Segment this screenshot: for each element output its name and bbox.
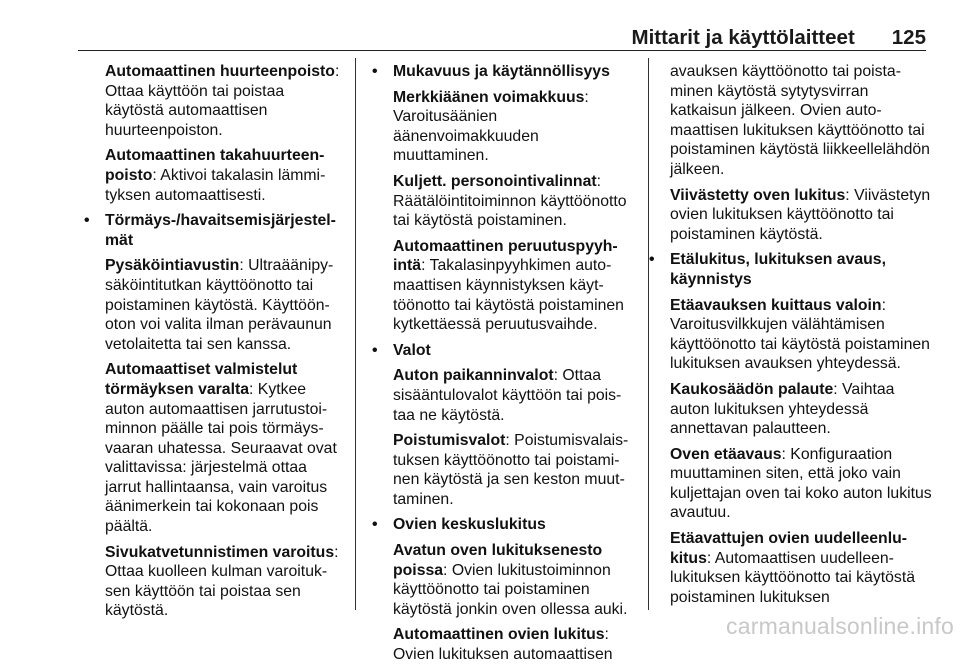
- setting-auto-rear-defog: [84, 146, 346, 205]
- section-comfort: [372, 62, 634, 82]
- setting-exit-lighting: [372, 431, 634, 509]
- section-central-locking: [372, 515, 634, 535]
- setting-auto-defog: [84, 62, 346, 140]
- setting-term: Auton paikanninvalot: [393, 367, 554, 385]
- setting-delayed-door-lock: [670, 186, 932, 245]
- setting-description: avauksen käyttöönotto tai poistaminen käytöstä sytytysvirran katkaisun jälkeen. Ovien automaattisen lukituksen käyttöönotto tai poistaminen käytöstä liikkeellelähdön jälkeen.: [670, 63, 930, 178]
- setting-description: : Automaattisen uudelleenlukituksen käyttöönotto tai käytöstä poistaminen lukituksen: [670, 549, 915, 606]
- setting-description: : Aktivoi takalasin lämmityksen automaattisesti.: [105, 166, 326, 204]
- column-3: [649, 62, 932, 613]
- setting-description: : Viivästetyn ovien lukituksen käyttöönotto tai poistaminen käytöstä.: [670, 186, 931, 243]
- setting-description: : Ottaa kuolleen kulman varoituksen käyttöön tai poistaa sen käytöstä.: [105, 543, 339, 620]
- bullet-icon: •: [372, 341, 378, 359]
- section-title: Törmäys-/havaitsemisjärjestelmät: [105, 212, 336, 249]
- bullet-icon: •: [372, 516, 378, 534]
- setting-reverse-wipe: [372, 237, 634, 335]
- bullet-icon: •: [649, 251, 655, 269]
- section-lights: [372, 341, 634, 361]
- setting-term: Automaattinen takahuurteenpoisto: [105, 147, 325, 184]
- setting-term: Kuljett. personointivalinnat: [393, 172, 597, 190]
- watermark: carmanualsonline.info: [726, 613, 954, 639]
- setting-auto-door-lock-continued: [670, 62, 932, 180]
- setting-term: Pysäköintiavustin: [105, 257, 240, 275]
- page-header: [78, 26, 926, 50]
- section-title: Valot: [393, 341, 431, 359]
- setting-side-blind-zone: [84, 543, 346, 621]
- section-title: Mukavuus ja käytännöllisyys: [393, 63, 610, 80]
- setting-term: Etäavattujen ovien uudelleenlukitus: [670, 530, 908, 567]
- setting-description: : Ultraäänipysäköintitutkan käyttöönotto tai poistaminen käytöstä. Käyttöönoton voi valita ilman perävaunun vetolaitetta tai sen kanssa.: [105, 257, 334, 353]
- setting-chime-volume: [372, 88, 634, 166]
- section-collision-detection: [84, 211, 346, 250]
- bullet-icon: •: [372, 63, 378, 80]
- page-number: 125: [891, 26, 926, 49]
- setting-description: : Ovien lukituksen automaattisen: [393, 626, 613, 664]
- setting-term: Avatun oven lukituksenesto poissa: [393, 542, 603, 579]
- bullet-icon: •: [84, 212, 90, 230]
- setting-term: Poistumisvalot: [393, 432, 506, 450]
- setting-description: : Räätälöintitoiminnon käyttöönotto tai käytöstä poistaminen.: [393, 172, 627, 230]
- setting-description: : Varoitusäänien äänenvoimakkuuden muuttaminen.: [393, 88, 589, 165]
- setting-term: Automaattinen peruutuspyyhintä: [393, 237, 618, 275]
- setting-personalization: [372, 172, 634, 231]
- setting-term: Oven etäavaus: [670, 445, 782, 463]
- setting-collision-prep: [84, 360, 346, 536]
- setting-term: Kaukosäädön palaute: [670, 380, 834, 398]
- column-1: [84, 62, 346, 627]
- setting-remote-door-unlock: [670, 445, 932, 523]
- setting-description: : Ottaa sisääntulovalot käyttöön tai poistaa ne käytöstä.: [393, 367, 622, 424]
- setting-description: : Konfiguraation muuttaminen siten, että joko vain kuljettajan oven tai koko auton lukitus avautuu.: [670, 445, 932, 522]
- setting-description: : Poistumisvalaistuksen käyttöönotto tai poistaminen käytöstä ja sen keston muuttaminen.: [393, 432, 629, 508]
- section-title: Ovien keskuslukitus: [393, 516, 546, 534]
- setting-park-assist: [84, 256, 346, 354]
- column-divider-1: [355, 58, 356, 610]
- setting-remote-lock-feedback: [670, 380, 932, 439]
- setting-term: Viivästetty oven lukitus: [670, 186, 846, 204]
- setting-term: Etäavauksen kuittaus valoin: [670, 296, 882, 314]
- header-rule: [78, 50, 926, 51]
- column-2: [372, 62, 634, 671]
- setting-open-door-anti-lockout: [372, 541, 634, 619]
- setting-description: : Vaihtaa auton lukituksen yhteydessä annettavan palautteen.: [670, 380, 895, 438]
- setting-term: Automaattinen huurteenpoisto: [105, 63, 335, 80]
- setting-vehicle-locator-lights: [372, 366, 634, 425]
- setting-term: Sivukatvetunnistimen varoitus: [105, 543, 335, 561]
- setting-remote-unlock-feedback: [670, 296, 932, 374]
- section-title: Etälukitus, lukituksen avaus, käynnistys: [670, 251, 886, 288]
- setting-auto-door-lock: [372, 625, 634, 664]
- column-divider-2: [648, 58, 649, 610]
- setting-term: Automaattiset valmistelut törmäyksen varalta: [105, 361, 298, 398]
- section-remote-lock: [649, 250, 932, 289]
- setting-description: : Takalasinpyyhkimen automaattisen käynnistyksen käyttöönotto tai käytöstä poistaminen kytkettäessä peruutusvaihde.: [393, 257, 624, 334]
- setting-term: Automaattinen ovien lukitus: [393, 626, 605, 644]
- setting-description: : Ovien lukitustoiminnon käyttöönotto tai poistaminen käytöstä jonkin oven ollessa auki.: [393, 561, 628, 618]
- setting-description: : Varoitusvilkkujen välähtämisen käyttöönotto tai käytöstä poistaminen lukituksen avauksen yhteydessä.: [670, 296, 930, 373]
- setting-remote-relock: [670, 529, 932, 607]
- page-title: Mittarit ja käyttölaitteet: [631, 26, 855, 49]
- setting-term: Merkkiäänen voimakkuus: [393, 88, 585, 106]
- setting-description: : Ottaa käyttöön tai poistaa käytöstä automaattisen huurteenpoiston.: [105, 63, 340, 139]
- setting-description: : Kytkee auton automaattisen jarrutustoiminnon päälle tai pois törmäysvaaran uhatessa. Seuraavat ovat valittavissa: järjestelmä ottaa jarrut hallintaansa, vain varoitus äänimerkein tai kokonaan pois päältä.: [105, 380, 337, 536]
